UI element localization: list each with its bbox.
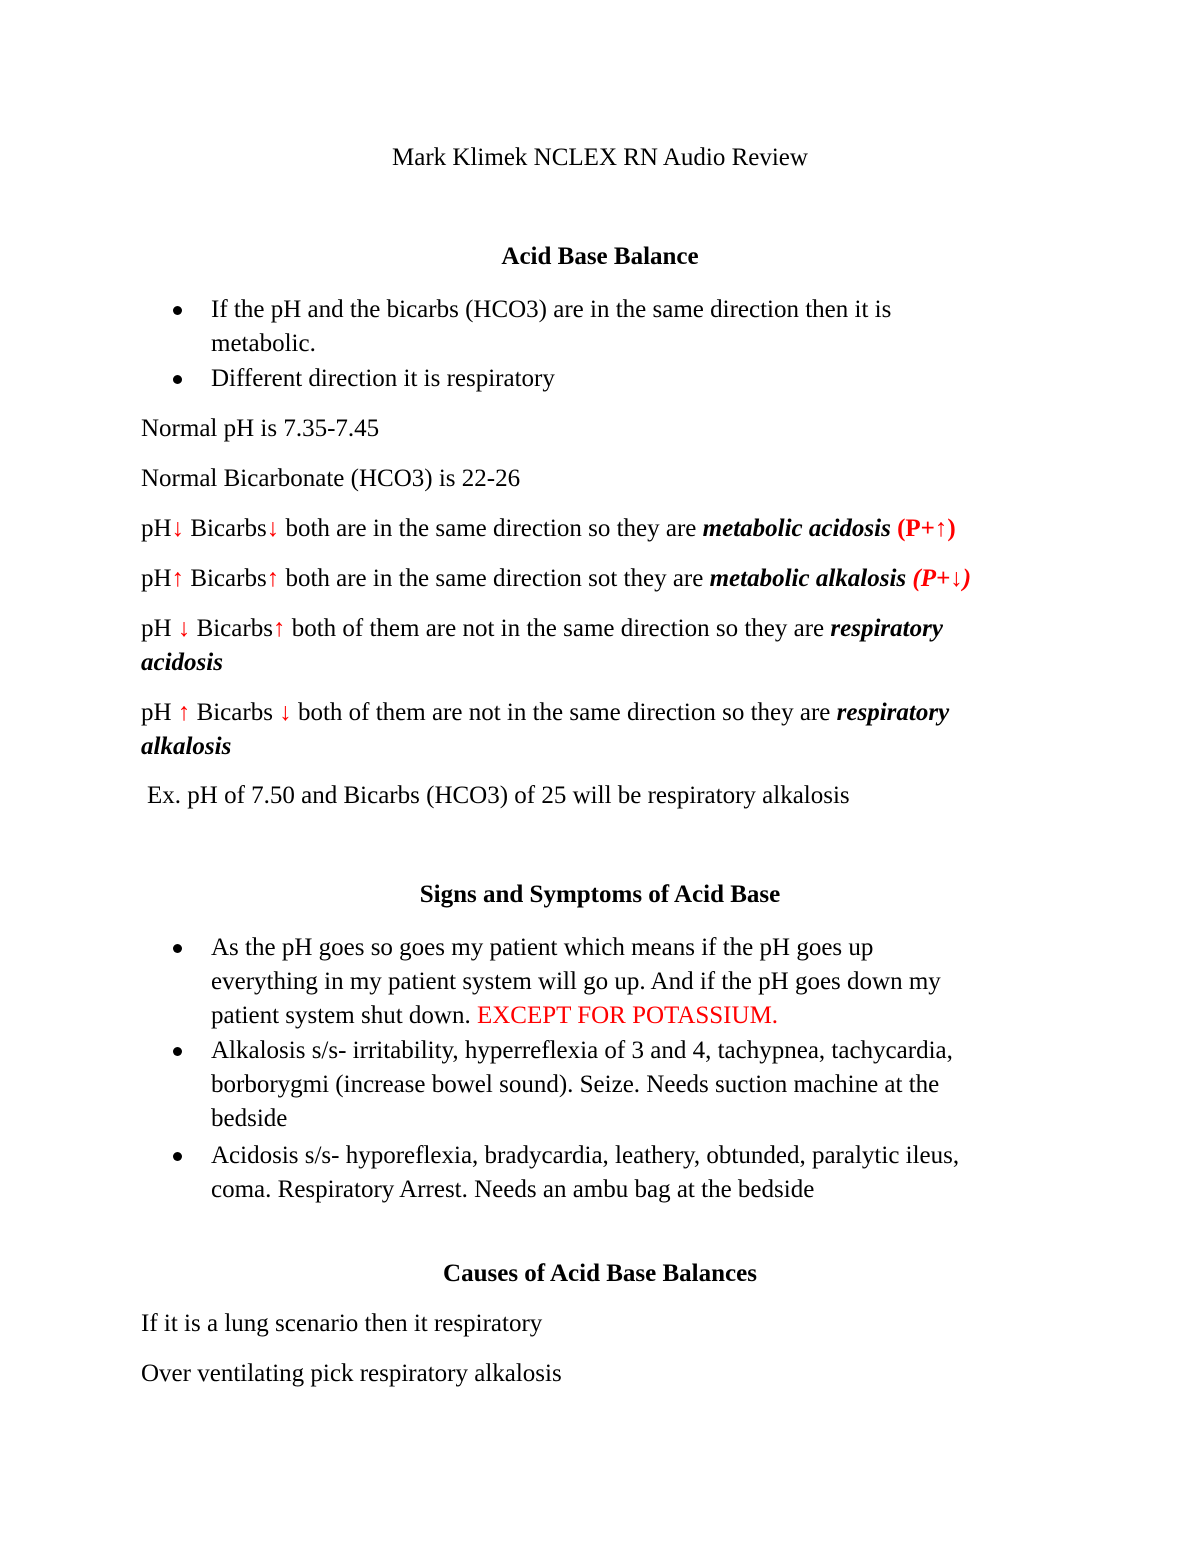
bullet-line: As the pH goes so goes my patient which means if the pH goes up xyxy=(211,934,874,961)
arrow-down-icon: ↓ xyxy=(950,565,963,592)
bullet-line: If the pH and the bicarbs (HCO3) are in the same direction then it is xyxy=(211,296,892,323)
rule-term: metabolic acidosis xyxy=(702,515,891,542)
rule-text: both of them are not in the same direction so they are xyxy=(285,615,831,642)
rule-text: Bicarbs xyxy=(190,699,280,726)
rule-text: Bicarbs xyxy=(184,515,267,542)
arrow-down-icon: ↓ xyxy=(171,515,185,542)
arrow-up-icon: ↑ xyxy=(934,515,948,542)
rule-text: pH xyxy=(141,699,178,726)
section-heading-causes: Causes of Acid Base Balances xyxy=(443,1260,757,1287)
arrow-down-icon: ↓ xyxy=(266,515,280,542)
rule-respiratory-alkalosis xyxy=(141,696,949,730)
rule-term: metabolic alkalosis xyxy=(709,565,907,592)
causes-line: Over ventilating pick respiratory alkalosis xyxy=(141,1360,562,1387)
rule-term-continued: acidosis xyxy=(141,649,223,676)
rule-text: pH xyxy=(141,565,172,592)
normal-bicarbonate-text: Normal Bicarbonate (HCO3) is 22-26 xyxy=(141,465,521,492)
example-text: Ex. pH of 7.50 and Bicarbs (HCO3) of 25 will be respiratory alkalosis xyxy=(147,782,850,809)
arrow-up-icon: ↑ xyxy=(177,699,191,726)
bullet-line: Alkalosis s/s- irritability, hyperreflexia of 3 and 4, tachypnea, tachycardia, xyxy=(211,1037,953,1064)
rule-text: pH xyxy=(141,615,178,642)
bullet-line: Acidosis s/s- hyporeflexia, bradycardia, leathery, obtunded, paralytic ileus, xyxy=(211,1142,960,1169)
section-heading-signs-symptoms: Signs and Symptoms of Acid Base xyxy=(419,881,781,908)
bullet-dot xyxy=(173,1152,182,1161)
bullet-dot xyxy=(173,944,182,953)
bullet-text: patient system shut down. xyxy=(211,1002,477,1029)
rule-term: respiratory xyxy=(830,615,943,642)
rule-respiratory-acidosis xyxy=(141,612,943,646)
rule-mnemonic: (P+ xyxy=(890,515,935,542)
bullet-line xyxy=(211,999,778,1033)
bullet-line: metabolic. xyxy=(211,330,316,357)
arrow-down-icon: ↓ xyxy=(279,699,292,726)
arrow-down-icon: ↓ xyxy=(177,615,191,642)
rule-text: Bicarbs xyxy=(184,565,267,592)
arrow-up-icon: ↑ xyxy=(171,565,185,592)
bullet-dot xyxy=(173,1047,182,1056)
bullet-line: everything in my patient system will go up. And if the pH goes down my xyxy=(211,968,941,995)
rule-text: both are in the same direction so they are xyxy=(279,515,703,542)
bullet-line: borborygmi (increase bowel sound). Seize. Needs suction machine at the xyxy=(211,1071,940,1098)
section-heading-acid-base-balance: Acid Base Balance xyxy=(501,243,699,270)
arrow-up-icon: ↑ xyxy=(266,565,280,592)
document-title: Mark Klimek NCLEX RN Audio Review xyxy=(392,144,808,171)
causes-line: If it is a lung scenario then it respiratory xyxy=(141,1310,543,1337)
bullet-line: coma. Respiratory Arrest. Needs an ambu bag at the bedside xyxy=(211,1176,815,1203)
arrow-up-icon: ↑ xyxy=(272,615,286,642)
normal-ph-text: Normal pH is 7.35-7.45 xyxy=(141,415,380,442)
rule-text: pH xyxy=(141,515,172,542)
rule-metabolic-acidosis xyxy=(141,512,956,546)
bullet-line: Different direction it is respiratory xyxy=(211,365,555,392)
bullet-dot xyxy=(173,375,182,384)
rule-text: Bicarbs xyxy=(190,615,273,642)
bullet-line: bedside xyxy=(211,1105,288,1132)
rule-text: both are in the same direction sot they are xyxy=(279,565,710,592)
rule-term: respiratory xyxy=(836,699,950,726)
rule-mnemonic-close: ) xyxy=(947,515,956,542)
warning-text: EXCEPT FOR POTASSIUM. xyxy=(476,1002,779,1029)
rule-term-continued: alkalosis xyxy=(141,733,232,760)
rule-metabolic-alkalosis xyxy=(141,562,971,596)
bullet-dot xyxy=(173,306,182,315)
rule-mnemonic: (P+ xyxy=(906,565,951,592)
rule-mnemonic-close: ) xyxy=(962,565,972,592)
rule-text: both of them are not in the same direction so they are xyxy=(291,699,837,726)
